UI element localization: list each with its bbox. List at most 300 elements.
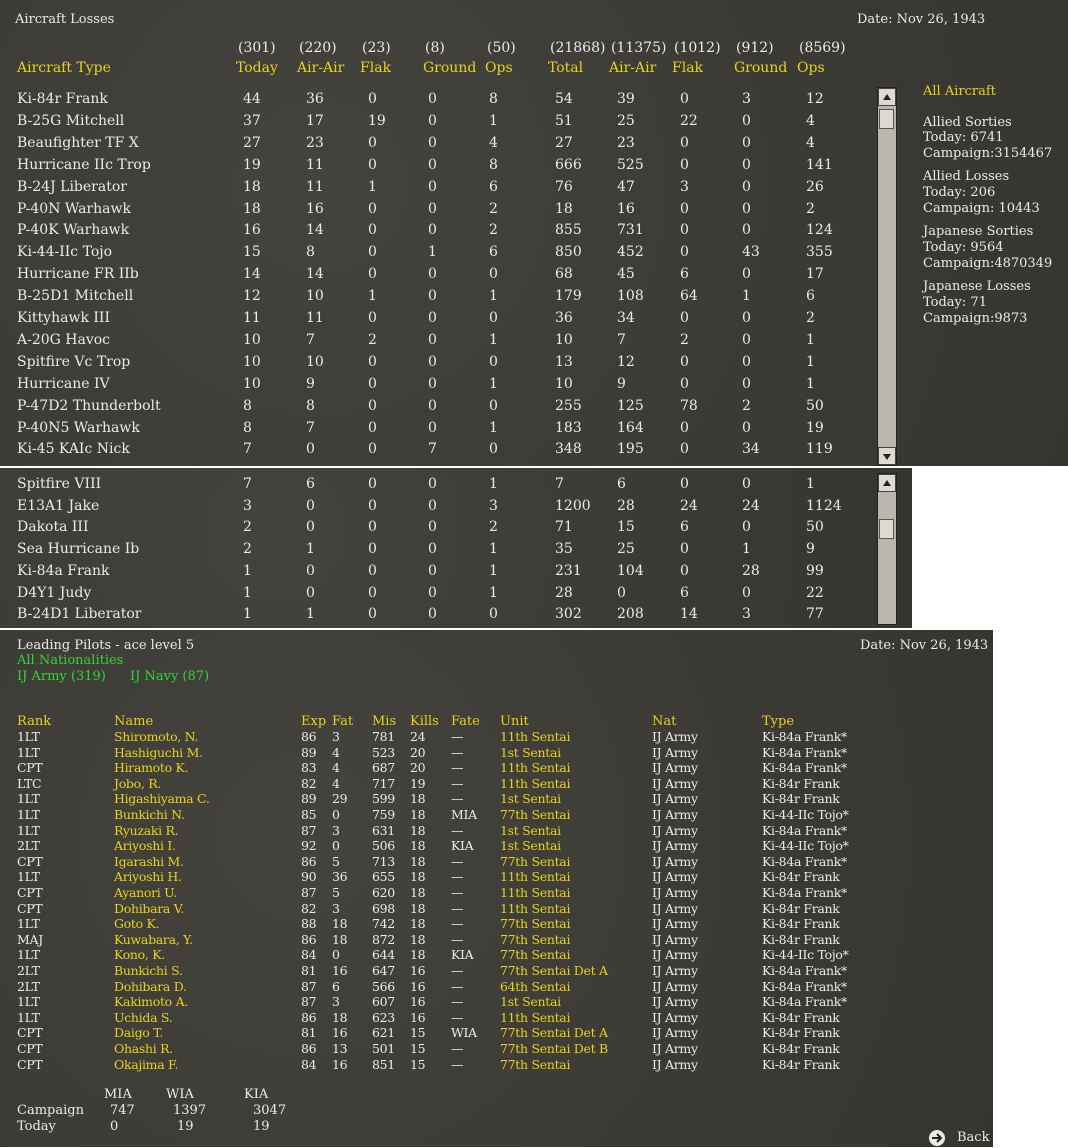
loss-cell: 0 [428,397,437,414]
pilot-cell: IJ Army [652,931,698,947]
pilot-unit[interactable]: 11th Sentai [500,729,571,744]
pilot-cell: 713 [372,853,395,869]
loss-cell: 0 [680,156,689,173]
loss-cell: 0 [306,441,315,458]
loss-cell: 10 [243,331,261,348]
pilot-name[interactable]: Hiramoto K. [114,760,189,776]
loss-cell: 0 [368,156,377,173]
loss-cell: 71 [555,519,573,536]
pilot-col-header-fat[interactable]: Fat [332,714,354,729]
pilot-unit[interactable]: 77th Sentai [500,1056,571,1072]
pilot-unit[interactable]: 11th Sentai [500,900,571,916]
aircraft-type-cell[interactable]: B-24D1 Liberator [17,606,142,623]
loss-cell: 3 [489,497,498,514]
pilot-cell: 92 [301,838,317,854]
loss-cell: 3 [243,497,252,514]
loss-cell: 1 [306,541,315,558]
summary-campaign-kia: 3047 [253,1103,287,1118]
loss-cell: 25 [617,112,635,129]
loss-cell: 28 [555,584,573,601]
summary-campaign-label: Campaign [17,1103,84,1118]
loss-cell: 1 [742,541,751,558]
pilot-cell: 86 [301,931,317,947]
loss-cell: 10 [555,331,573,348]
pilot-cell: CPT [17,1041,43,1056]
aircraft-type-cell[interactable]: D4Y1 Judy [17,584,92,601]
ij-navy-tab[interactable]: IJ Navy (87) [130,669,210,684]
loss-cell: 0 [680,562,689,579]
pilot-cell: 0 [332,807,340,822]
col-header-total-ground[interactable]: Ground [734,60,788,76]
loss-cell: 0 [428,584,437,601]
pilot-cell: 16 [410,994,426,1010]
loss-cell: 0 [368,375,377,392]
col-total-total: (21868) [550,40,606,56]
pilot-cell: 18 [410,791,426,807]
loss-cell: 64 [680,288,698,305]
col-header-total[interactable]: Total [548,60,584,76]
loss-cell: 7 [243,476,252,492]
pilot-unit[interactable]: 11th Sentai [500,775,571,791]
pilot-unit[interactable]: 77th Sentai [500,807,571,822]
loss-cell: 23 [617,134,635,151]
pilot-unit[interactable]: 11th Sentai [500,1009,571,1025]
pilot-name[interactable]: Hashiguchi M. [114,744,203,760]
aircraft-type-cell[interactable]: Ki-84a Frank [17,562,110,579]
loss-cell: 0 [428,606,437,623]
loss-cell: 1 [489,541,498,558]
loss-cell: 0 [680,541,689,558]
loss-cell: 11 [306,310,324,326]
loss-cell: 0 [368,134,377,151]
all-aircraft-link[interactable]: All Aircraft [923,84,996,99]
loss-cell: 6 [489,178,498,195]
aircraft-type-cell[interactable]: Spitfire Vc Trop [17,353,131,370]
aircraft-type-cell[interactable]: Ki-44-IIc Tojo [17,244,113,261]
pilot-cell: Ki-84a Frank* [762,853,847,869]
japanese-losses-campaign: Campaign:9873 [923,311,1028,326]
loss-cell: 179 [555,288,582,305]
loss-cell: 14 [243,266,261,283]
pilot-cell: 81 [301,963,317,978]
loss-cell: 44 [243,91,261,107]
aircraft-type-cell[interactable]: B-25G Mitchell [17,112,125,129]
pilot-cell: — [451,978,464,994]
pilot-unit[interactable]: 1st Sentai [500,744,561,760]
pilot-unit[interactable]: 1st Sentai [500,838,561,854]
pilot-name[interactable]: Bunkichi N. [114,807,185,822]
pilot-col-header-exp[interactable]: Exp [301,714,327,729]
pilot-cell: — [451,994,464,1010]
loss-cell: 2 [243,519,252,536]
loss-cell: 0 [306,562,315,579]
losses-scrollbar-2[interactable] [877,473,897,625]
loss-cell: 731 [617,222,644,239]
col-header-ops[interactable]: Ops [485,60,513,76]
loss-cell: 0 [368,584,377,601]
pilot-cell: 16 [410,978,426,994]
loss-cell: 25 [617,541,635,558]
col-header-total-flak[interactable]: Flak [672,60,704,76]
pilot-col-header-name[interactable]: Name [114,714,154,729]
pilot-name[interactable]: Ohashi R. [114,1041,173,1056]
pilots-date-label: Date: Nov 26, 1943 [860,638,989,653]
loss-cell: 0 [680,134,689,151]
loss-cell: 1 [806,375,815,392]
loss-cell: 2 [742,397,751,414]
pilot-cell: 2LT [17,838,40,854]
pilot-cell: IJ Army [652,775,698,791]
loss-cell: 0 [368,419,377,436]
pilot-cell: IJ Army [652,1056,698,1072]
summary-campaign-wia: 1397 [173,1103,207,1118]
col-header-flak[interactable]: Flak [360,60,392,76]
loss-cell: 7 [306,331,315,348]
pilot-cell: 18 [410,807,426,822]
pilot-cell: Ki-84a Frank* [762,729,847,744]
loss-cell: 525 [617,156,644,173]
col-header-air-air[interactable]: Air-Air [297,60,345,76]
loss-cell: 18 [243,178,261,195]
pilot-cell: 18 [410,916,426,932]
loss-cell: 6 [617,476,626,492]
pilot-cell: 717 [372,775,395,791]
aircraft-type-cell[interactable]: P-47D2 Thunderbolt [17,397,161,414]
loss-cell: 16 [306,200,324,217]
loss-cell: 0 [368,200,377,217]
pilot-cell: IJ Army [652,822,698,838]
pilot-cell: 742 [372,916,395,932]
loss-cell: 0 [368,497,377,514]
pilot-name[interactable]: Dohibara V. [114,900,184,916]
loss-cell: 0 [742,375,751,392]
loss-cell: 17 [806,266,824,283]
pilot-name[interactable]: Kuwabara, Y. [114,931,194,947]
pilot-unit[interactable]: 77th Sentai [500,931,571,947]
loss-cell: 50 [806,397,824,414]
pilot-cell: 18 [410,947,426,963]
pilot-cell: 15 [410,1025,426,1041]
pilot-cell: 18 [410,822,426,838]
pilot-cell: IJ Army [652,869,698,885]
pilot-cell: 0 [332,947,340,963]
pilot-cell: Ki-84a Frank* [762,760,847,776]
pilot-cell: 620 [372,885,395,900]
loss-cell: 855 [555,222,582,239]
pilot-col-header-type[interactable]: Type [762,714,795,729]
aircraft-type-cell[interactable]: P-40N Warhawk [17,200,131,217]
pilot-cell: Ki-84a Frank* [762,885,847,900]
pilot-cell: Ki-44-IIc Tojo* [762,947,849,963]
ij-army-tab[interactable]: IJ Army (319) [17,669,106,684]
pilot-cell: IJ Army [652,947,698,963]
loss-cell: 9 [306,375,315,392]
pilot-cell: 86 [301,1009,317,1025]
loss-cell: 0 [680,375,689,392]
aircraft-type-cell[interactable]: Hurricane IIc Trop [17,156,151,173]
loss-cell: 47 [617,178,635,195]
loss-cell: 6 [680,266,689,283]
pilot-cell: 13 [332,1041,348,1056]
loss-cell: 51 [555,112,573,129]
pilot-cell: 18 [332,1009,348,1025]
aircraft-type-cell[interactable]: Beaufighter TF X [17,134,139,151]
aircraft-type-cell[interactable]: Hurricane IV [17,375,110,392]
loss-cell: 452 [617,244,644,261]
pilot-cell: 759 [372,807,395,822]
pilot-cell: Ki-84r Frank [762,931,840,947]
pilot-cell: KIA [451,838,474,854]
pilot-cell: 16 [410,1009,426,1025]
pilot-cell: 82 [301,775,317,791]
aircraft-type-cell[interactable]: B-25D1 Mitchell [17,288,134,305]
loss-cell: 18 [555,200,573,217]
aircraft-type-cell[interactable]: Kittyhawk III [17,310,110,326]
pilot-cell: 1LT [17,994,40,1010]
pilot-name[interactable]: Jobo, R. [114,775,161,791]
pilot-name[interactable]: Uchida S. [114,1009,173,1025]
loss-cell: 0 [428,419,437,436]
loss-cell: 99 [806,562,824,579]
pilot-unit[interactable]: 77th Sentai [500,947,571,963]
pilot-cell: 87 [301,994,317,1010]
pilot-cell: 89 [301,744,317,760]
aircraft-type-cell[interactable]: Spitfire VIII [17,476,102,492]
loss-cell: 0 [428,112,437,129]
loss-cell: 0 [428,178,437,195]
loss-cell: 0 [368,397,377,414]
pilot-cell: 18 [332,916,348,932]
pilot-cell: Ki-84a Frank* [762,822,847,838]
loss-cell: 19 [806,419,824,436]
japanese-sorties-heading: Japanese Sorties [923,224,1034,239]
date-label: Date: Nov 26, 1943 [857,12,986,27]
col-header-today[interactable]: Today [236,60,278,76]
loss-cell: 1 [428,244,437,261]
pilot-cell: — [451,1056,464,1072]
pilot-name[interactable]: Kakimoto A. [114,994,188,1010]
pilot-cell: — [451,1041,464,1056]
aircraft-type-cell[interactable]: B-24J Liberator [17,178,127,195]
pilot-cell: — [451,931,464,947]
loss-cell: 1 [806,476,815,492]
loss-cell: 0 [680,441,689,458]
pilot-cell: IJ Army [652,807,698,822]
pilot-cell: 87 [301,822,317,838]
pilot-unit[interactable]: 64th Sentai [500,978,571,994]
loss-cell: 10 [243,353,261,370]
pilot-unit[interactable]: 77th Sentai [500,853,571,869]
pilot-unit[interactable]: 11th Sentai [500,885,571,900]
pilot-name[interactable]: Okajima F. [114,1056,179,1072]
pilot-cell: 3 [332,994,340,1010]
pilot-name[interactable]: Igarashi M. [114,853,184,869]
summary-kia-header: KIA [244,1087,269,1102]
loss-cell: 0 [428,91,437,107]
pilot-cell: Ki-84a Frank* [762,994,847,1010]
loss-cell: 4 [806,112,815,129]
pilot-unit[interactable]: 1st Sentai [500,994,561,1010]
aircraft-type-cell[interactable]: P-40N5 Warhawk [17,419,140,436]
scroll-up-icon[interactable] [878,88,896,106]
loss-cell: 0 [742,519,751,536]
pilot-cell: Ki-84r Frank [762,775,840,791]
loss-cell: 22 [806,584,824,601]
pilot-cell: 89 [301,791,317,807]
pilot-col-header-rank[interactable]: Rank [17,714,52,729]
pilot-cell: 1LT [17,744,40,760]
nationality-filter[interactable]: All Nationalities [17,653,124,668]
loss-cell: 0 [489,397,498,414]
col-header-aircraft-type[interactable]: Aircraft Type [17,60,111,76]
pilot-cell: 15 [410,1041,426,1056]
loss-cell: 0 [742,310,751,326]
allied-losses-heading: Allied Losses [923,169,1010,184]
loss-cell: 6 [680,584,689,601]
scroll-up-icon[interactable] [878,474,896,492]
loss-cell: 1200 [555,497,591,514]
japanese-losses-heading: Japanese Losses [923,279,1031,294]
loss-cell: 0 [368,91,377,107]
pilot-cell: 24 [410,729,426,744]
loss-cell: 15 [617,519,635,536]
pilot-name[interactable]: Kono, K. [114,947,165,963]
pilot-unit[interactable]: 1st Sentai [500,791,561,807]
loss-cell: 0 [428,266,437,283]
loss-cell: 1 [243,606,252,623]
pilot-name[interactable]: Ariyoshi H. [114,869,182,885]
aircraft-losses-panel [0,0,1068,466]
col-header-ground[interactable]: Ground [423,60,477,76]
pilot-cell: 0 [332,838,340,854]
pilot-col-header-fate[interactable]: Fate [451,714,480,729]
aircraft-type-cell[interactable]: Hurricane FR IIb [17,266,139,283]
pilot-cell: 621 [372,1025,395,1041]
aircraft-type-cell[interactable]: Sea Hurricane Ib [17,541,140,558]
aircraft-type-cell[interactable]: Ki-45 KAIc Nick [17,441,130,458]
pilot-name[interactable]: Bunkichi S. [114,963,183,978]
pilot-unit[interactable]: 77th Sentai Det A [500,963,608,978]
pilot-name[interactable]: Shiromoto, N. [114,729,199,744]
loss-cell: 8 [489,156,498,173]
scroll-thumb[interactable] [879,109,894,129]
loss-cell: 0 [368,541,377,558]
loss-cell: 0 [680,244,689,261]
pilot-cell: 18 [410,853,426,869]
loss-cell: 0 [428,497,437,514]
pilot-cell: 523 [372,744,395,760]
pilot-name[interactable]: Dohibara D. [114,978,187,994]
loss-cell: 141 [806,156,833,173]
loss-cell: 76 [555,178,573,195]
pilot-cell: 851 [372,1056,395,1072]
pilot-cell: 1LT [17,1009,40,1025]
allied-sorties-heading: Allied Sorties [923,115,1012,130]
pilot-unit[interactable]: 11th Sentai [500,869,571,885]
pilot-name[interactable]: Goto K. [114,916,160,932]
aircraft-type-cell[interactable]: A-20G Havoc [17,331,111,348]
pilot-cell: Ki-44-IIc Tojo* [762,807,849,822]
pilot-cell: IJ Army [652,760,698,776]
pilot-cell: 2LT [17,963,40,978]
scroll-thumb[interactable] [879,519,894,539]
loss-cell: 2 [489,200,498,217]
loss-cell: 255 [555,397,582,414]
pilot-col-header-mis[interactable]: Mis [372,714,397,729]
loss-cell: 0 [617,584,626,601]
loss-cell: 3 [680,178,689,195]
loss-cell: 34 [617,310,635,326]
summary-today-mia: 0 [110,1119,119,1134]
loss-cell: 208 [617,606,644,623]
loss-cell: 0 [368,519,377,536]
aircraft-type-cell[interactable]: P-40K Warhawk [17,222,130,239]
loss-cell: 0 [368,266,377,283]
loss-cell: 8 [306,244,315,261]
pilot-col-header-unit[interactable]: Unit [500,714,529,729]
loss-cell: 45 [617,266,635,283]
col-total-total-air-air: (11375) [611,40,667,56]
col-total-ops: (50) [487,40,516,56]
loss-cell: 0 [368,562,377,579]
col-header-total-air-air[interactable]: Air-Air [609,60,657,76]
loss-cell: 0 [428,222,437,239]
loss-cell: 12 [243,288,261,305]
aircraft-type-cell[interactable]: Dakota III [17,519,89,536]
pilot-name[interactable]: Ayanori U. [114,885,177,900]
loss-cell: 43 [742,244,760,261]
pilot-unit[interactable]: 77th Sentai Det A [500,1025,608,1041]
pilot-col-header-nat[interactable]: Nat [652,714,677,729]
loss-cell: 0 [489,353,498,370]
loss-cell: 0 [680,91,689,107]
pilot-cell: — [451,760,464,776]
summary-today-wia: 19 [177,1119,194,1134]
loss-cell: 8 [243,419,252,436]
pilot-unit[interactable]: 77th Sentai [500,916,571,932]
loss-cell: 666 [555,156,582,173]
aircraft-type-cell[interactable]: Ki-84r Frank [17,91,108,107]
pilot-name[interactable]: Higashiyama C. [114,791,210,807]
loss-cell: 2 [489,222,498,239]
pilot-name[interactable]: Ariyoshi I. [114,838,176,854]
pilot-cell: 18 [410,900,426,916]
pilot-unit[interactable]: 11th Sentai [500,760,571,776]
aircraft-type-cell[interactable]: E13A1 Jake [17,497,100,514]
losses-scrollbar[interactable] [877,87,897,466]
pilot-cell: 6 [332,978,340,994]
pilot-cell: IJ Army [652,1009,698,1025]
loss-cell: 11 [243,310,261,326]
pilot-col-header-kills[interactable]: Kills [410,714,439,729]
pilot-name[interactable]: Daigo T. [114,1025,164,1041]
col-total-flak: (23) [362,40,391,56]
loss-cell: 1 [806,331,815,348]
loss-cell: 0 [489,266,498,283]
scroll-down-icon[interactable] [878,447,896,465]
pilot-name[interactable]: Ryuzaki R. [114,822,179,838]
loss-cell: 15 [243,244,261,261]
pilot-cell: Ki-84r Frank [762,916,840,932]
pilot-unit[interactable]: 1st Sentai [500,822,561,838]
pilot-cell: 83 [301,760,317,776]
allied-sorties-campaign: Campaign:3154467 [923,146,1053,161]
pilot-cell: 3 [332,822,340,838]
loss-cell: 1 [742,288,751,305]
loss-cell: 0 [680,222,689,239]
col-header-total-ops[interactable]: Ops [797,60,825,76]
pilot-unit[interactable]: 77th Sentai Det B [500,1041,608,1056]
